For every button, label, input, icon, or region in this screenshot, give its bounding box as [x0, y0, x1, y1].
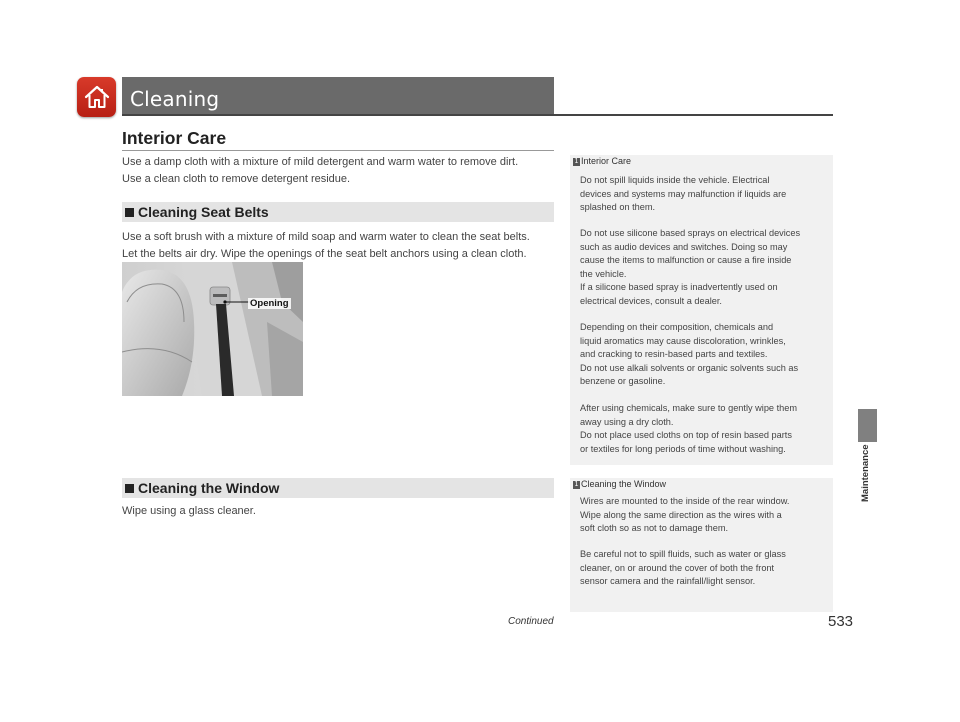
section-tab[interactable]: [858, 409, 877, 442]
window-text: Wipe using a glass cleaner.: [122, 505, 256, 517]
subheading-seat-belts: [122, 202, 554, 222]
home-icon: [84, 85, 110, 109]
intro-line: Use a damp cloth with a mixture of mild detergent and warm water to remove dirt.: [122, 156, 519, 168]
page-number: 533: [828, 613, 854, 630]
intro-line: Use a clean cloth to remove detergent residue.: [122, 173, 351, 185]
sidebar-note-cleaning-window: [570, 478, 833, 612]
section-label-maintenance: Maintenance: [860, 444, 871, 502]
bullet-square-icon: [125, 208, 134, 217]
subheading-label: Cleaning the Window: [138, 480, 280, 496]
seat-belts-text: [122, 229, 530, 263]
section-divider: [122, 150, 554, 151]
home-button[interactable]: [77, 77, 116, 117]
sidebar-note-interior-care: [570, 155, 833, 465]
sidebar-note-title: 1 Interior Care: [574, 156, 632, 166]
reference-marker-icon: 1: [574, 481, 579, 488]
sidebar-paragraph: Do not use silicone based sprays on electrical devices such as audio devices and switches. Doing so may cause the items to malfunction or cause a fire inside the vehicle. If a silicone based spray is inadvertently used on electrical devices, consult a dealer.: [580, 228, 801, 306]
intro-text: [122, 154, 518, 188]
subheading-window: [122, 478, 554, 498]
bullet-square-icon: [125, 484, 134, 493]
title-bar: [122, 77, 554, 114]
sidebar-note-title: 1 Cleaning the Window: [574, 479, 667, 489]
sidebar-paragraph: Depending on their composition, chemicals and liquid aromatics may cause discoloration, wrinkles, and cracking to resin-based parts and textiles. Do not use alkali solvents or organic solvents such as benzene or gasoline.: [580, 322, 799, 386]
seat-belt-illustration: [122, 262, 303, 396]
sidebar-paragraph: Do not spill liquids inside the vehicle. Electrical devices and systems may malfunction if liquids are splashed on them.: [580, 175, 787, 212]
sidebar-paragraph: Be careful not to spill fluids, such as water or glass cleaner, on or around the cover of both the front sensor camera and the rainfall/light sensor.: [580, 549, 786, 586]
sidebar-paragraph: After using chemicals, make sure to gently wipe them away using a dry cloth. Do not place used cloths on top of resin based parts or textiles for long periods of time without washing.: [580, 403, 798, 454]
page-title: Cleaning: [130, 87, 220, 111]
body-line: Use a soft brush with a mixture of mild soap and warm water to clean the seat belts.: [122, 231, 530, 243]
sidebar-paragraph: Wires are mounted to the inside of the rear window. Wipe along the same direction as the wires with a soft cloth so as not to damage them.: [580, 496, 790, 533]
title-divider: [122, 114, 833, 116]
continued-label: Continued: [508, 616, 554, 627]
body-line: Let the belts air dry. Wipe the openings of the seat belt anchors using a clean cloth.: [122, 248, 527, 260]
seat-belt-photo: [122, 262, 303, 396]
figure-callout-opening: Opening: [250, 298, 289, 309]
subheading-label: Cleaning Seat Belts: [138, 204, 269, 220]
reference-marker-icon: 1: [574, 158, 579, 165]
section-heading-interior-care: Interior Care: [122, 128, 227, 148]
